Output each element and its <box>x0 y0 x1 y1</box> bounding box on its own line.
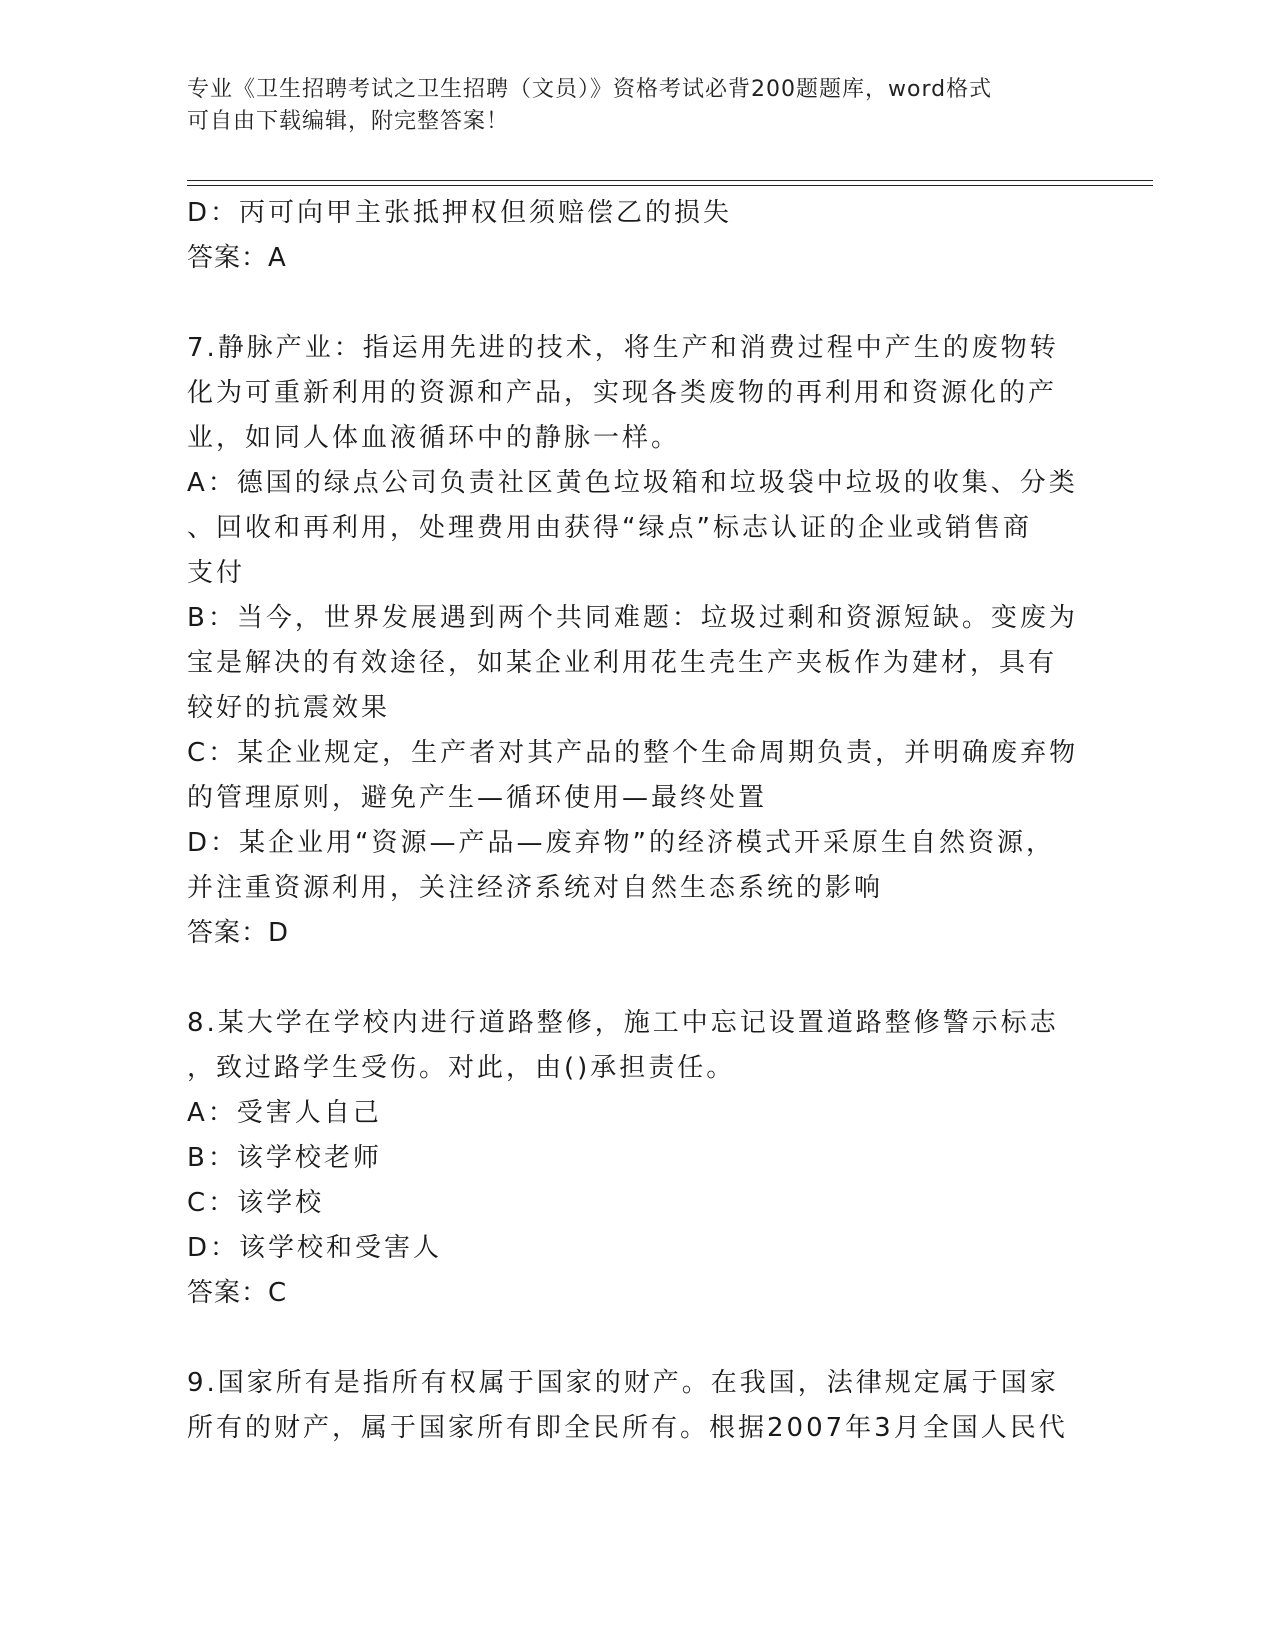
option-b: B：当今，世界发展遇到两个共同难题：垃圾过剩和资源短缺。变废为 <box>187 603 1078 633</box>
spacer <box>187 956 1087 1001</box>
option-c-cont: 的管理原则，避免产生—循环使用—最终处置 <box>187 783 768 813</box>
option-d: D：丙可向甲主张抵押权但须赔偿乙的损失 <box>187 198 733 228</box>
question-stem-line: 9.国家所有是指所有权属于国家的财产。在我国，法律规定属于国家 <box>187 1368 1059 1398</box>
option-d-cont: 并注重资源利用，关注经济系统对自然生态系统的影响 <box>187 873 884 903</box>
header-line: 可自由下载编辑，附完整答案！ <box>187 109 510 134</box>
header-line: 专业《卫生招聘考试之卫生招聘（文员）》资格考试必背200题题库，word格式 <box>187 77 993 102</box>
option-a-cont: 、回收和再利用，处理费用由获得“绿点”标志认证的企业或销售商 <box>187 513 1032 543</box>
question-9 <box>187 1361 1087 1451</box>
question-stem-line: 8.某大学在学校内进行道路整修，施工中忘记设置道路整修警示标志 <box>187 1008 1059 1038</box>
option-a-cont: 支付 <box>187 558 246 588</box>
question-stem-line: 业，如同人体血液循环中的静脉一样。 <box>187 423 681 453</box>
option-b-cont: 宝是解决的有效途径，如某企业利用花生壳生产夹板作为建材，具有 <box>187 648 1058 678</box>
option-d: D：某企业用“资源—产品—废弃物”的经济模式开采原生自然资源， <box>187 828 1055 858</box>
option-a: A：受害人自己 <box>187 1098 382 1128</box>
question-stem-line: 化为可重新利用的资源和产品，实现各类废物的再利用和资源化的产 <box>187 378 1058 408</box>
answer: 答案：D <box>187 918 290 948</box>
header-divider-top <box>187 180 1153 181</box>
question-content <box>187 191 1087 1451</box>
header-divider-bottom <box>187 185 1153 186</box>
option-b-cont: 较好的抗震效果 <box>187 693 391 723</box>
spacer <box>187 281 1087 326</box>
spacer <box>187 1316 1087 1361</box>
answer: 答案：C <box>187 1278 288 1308</box>
question-8 <box>187 1001 1087 1316</box>
option-c: C：某企业规定，生产者对其产品的整个生命周期负责，并明确废弃物 <box>187 738 1079 768</box>
question-7 <box>187 326 1087 956</box>
option-a: A：德国的绿点公司负责社区黄色垃圾箱和垃圾袋中垃圾的收集、分类 <box>187 468 1078 498</box>
question-stem-line: ，致过路学生受伤。对此，由()承担责任。 <box>187 1053 736 1083</box>
document-header <box>187 74 1067 138</box>
question-stem-line: 7.静脉产业：指运用先进的技术，将生产和消费过程中产生的废物转 <box>187 333 1059 363</box>
option-c: C：该学校 <box>187 1188 325 1218</box>
option-b: B：该学校老师 <box>187 1143 382 1173</box>
answer: 答案：A <box>187 243 287 273</box>
option-d: D：该学校和受害人 <box>187 1233 443 1263</box>
question-stem-line: 所有的财产，属于国家所有即全民所有。根据2007年3月全国人民代 <box>187 1413 1068 1443</box>
